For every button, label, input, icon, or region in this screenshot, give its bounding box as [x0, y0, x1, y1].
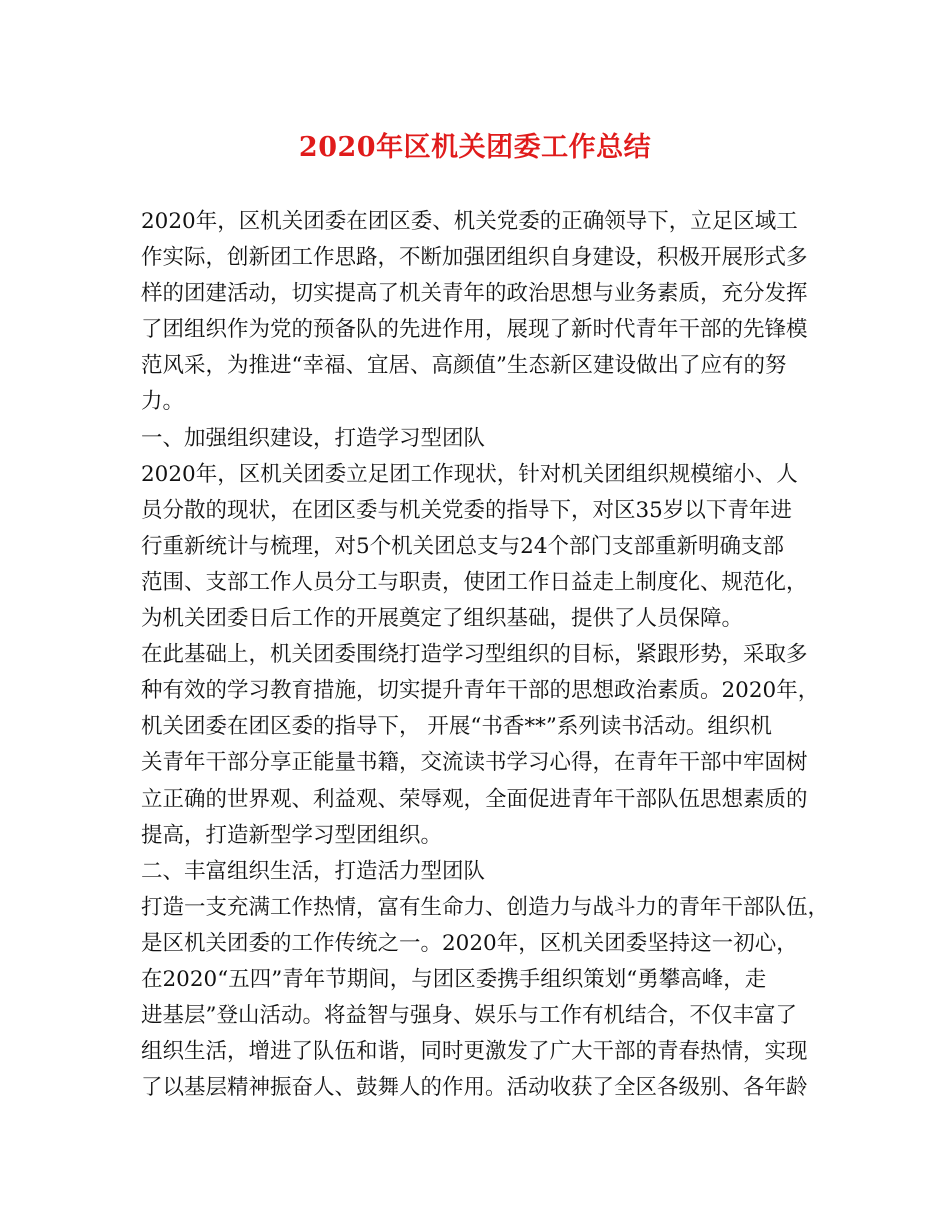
body-line: 关青年干部分享正能量书籍，交流读书学习心得，在青年干部中牢固树 [141, 750, 808, 776]
body-line: 行重新统计与梳理，对5个机关团总支与24个部门支部重新明确支部 [141, 533, 785, 559]
section-heading: 一、加强组织建设，打造学习型团队 [141, 425, 486, 451]
body-line: 2020年，区机关团委立足团工作现状，针对机关团组织规模缩小、人 [141, 461, 798, 487]
body-line: 种有效的学习教育措施，切实提升青年干部的思想政治素质。2020年， [141, 678, 820, 704]
document-title: 2020年区机关团委工作总结 [298, 132, 652, 163]
body-line: 作实际，创新团工作思路，不断加强团组织自身建设，积极开展形式多 [141, 245, 808, 271]
body-line: 范围、支部工作人员分工与职责，使团工作日益走上制度化、规范化， [141, 569, 808, 595]
body-line: 在此基础上，机关团委围绕打造学习型组织的目标，紧跟形势，采取多 [141, 642, 808, 668]
body-line: 范风采，为推进“幸福、宜居、高颜值”生态新区建设做出了应有的努 [141, 353, 787, 379]
body-line: 立正确的世界观、利益观、荣辱观，全面促进青年干部队伍思想素质的 [141, 786, 808, 812]
body-line: 了团组织作为党的预备队的先进作用，展现了新时代青年干部的先锋模 [141, 317, 808, 343]
body-line: 员分散的现状，在团区委与机关党委的指导下，对区35岁以下青年进 [141, 497, 792, 523]
body-line: 打造一支充满工作热情，富有生命力、创造力与战斗力的青年干部队伍， [141, 894, 830, 920]
section-heading: 二、丰富组织生活，打造活力型团队 [141, 858, 486, 884]
body-line: 2020年，区机关团委在团区委、机关党委的正确领导下，立足区域工 [141, 209, 798, 234]
body-line: 提高，打造新型学习型团组织。 [141, 822, 443, 848]
body-line: 是区机关团委的工作传统之一。2020年，区机关团委坚持这一初心， [141, 930, 798, 956]
body-line: 力。 [141, 389, 185, 415]
body-line: 在2020“五四”青年节期间，与团区委携手组织策划“勇攀高峰，走 [141, 966, 767, 992]
body-line: 为机关团委日后工作的开展奠定了组织基础，提供了人员保障。 [141, 606, 744, 632]
body-line: 样的团建活动，切实提高了机关青年的政治思想与业务素质，充分发挥 [141, 281, 808, 307]
body-line: 机关团委在团区委的指导下， 开展“书香**”系列读书活动。组织机 [141, 714, 772, 740]
document-body [141, 204, 831, 1106]
body-line: 了以基层精神振奋人、鼓舞人的作用。活动收获了全区各级别、各年龄 [141, 1075, 808, 1101]
body-line: 进基层”登山活动。将益智与强身、娱乐与工作有机结合，不仅丰富了 [141, 1003, 797, 1029]
body-line: 组织生活，增进了队伍和谐，同时更激发了广大干部的青春热情，实现 [141, 1039, 808, 1065]
